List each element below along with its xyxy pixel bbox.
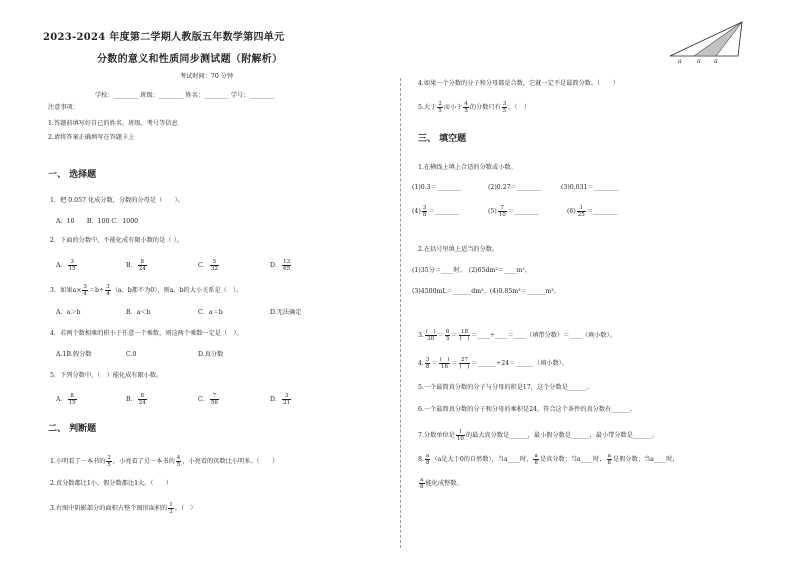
question-2-option-a: A． $\frac{3}{15}$ bbox=[56, 259, 76, 272]
fill-1-item: (6) $\frac{1}{25}$ ＝________ bbox=[567, 205, 618, 218]
question-1-options: A．10 B．100 C．1000 bbox=[56, 218, 139, 225]
question-4-option: D.真分数 bbox=[198, 351, 224, 358]
page-title: 2023-2024 年度第二学期人教版五年数学第四单元 bbox=[43, 32, 285, 43]
triangle-label: a bbox=[678, 58, 682, 65]
fill-2-row: (3)4500mL＝______dm³。(4)0.85m³＝______m³。 bbox=[412, 288, 560, 295]
judge-5: 5.大于 $\frac{2}{5}$ 而小于 $\frac{4}{5}$ 的分数只有 $\frac{3}{5}$ 。（ ） bbox=[418, 101, 530, 114]
section-heading: 三、 填空题 bbox=[418, 134, 467, 144]
question-3-option-c: C．a＝b bbox=[198, 309, 223, 316]
note-item: 2.请将答案正确填写在答题卡上 bbox=[48, 134, 135, 141]
question-3-option-d: D.无法确定 bbox=[270, 309, 302, 316]
page-subtitle: 分数的意义和性质同步测试题（附解析） bbox=[97, 54, 283, 65]
question-3: 3．如果a× $\frac{3}{4}$ ＝b÷ $\frac{3}{4}$ （a、b都不为0），则a、b的大小关系是（ ）。 bbox=[50, 284, 243, 297]
fill-5: 5.一个最简真分数的分子与分母的积是17，这个分数是______。 bbox=[418, 384, 593, 391]
judge-1: 1.小明看了一本书的 $\frac{2}{5}$ ，小亮看了另一本书的 $\frac{4}{5}$ ，小亮看的页数比小明多。（ ） bbox=[50, 455, 279, 468]
fill-1-item: (2)0.27＝________ bbox=[488, 184, 542, 191]
fill-1-item: (5) $\frac{7}{10}$ ＝________ bbox=[488, 205, 539, 218]
question-4-option: A.1B.假分数 bbox=[56, 351, 92, 358]
question-1: 1．把 0.057 化成分数，分数的分母是（ ）。 bbox=[50, 197, 184, 204]
question-2-option-c: C． $\frac{5}{32}$ bbox=[198, 259, 218, 272]
note-item: 1.答题前填写好自己的姓名、班级、考号等信息 bbox=[48, 120, 178, 127]
question-3-option-a: A．a＞b bbox=[56, 309, 81, 316]
question-5-option-a: A． $\frac{8}{15}$ bbox=[56, 393, 76, 406]
question-2-option-d: D． $\frac{13}{65}$ bbox=[270, 259, 291, 272]
fill-1-item: (3)0.031＝________ bbox=[561, 184, 619, 191]
judge-4: 4.如果一个分数的分子和分母都是合数，它就一定不是最简分数。（ ） bbox=[418, 80, 619, 87]
judge-2: 2.真分数都比1小，假分数都比1大。（ ） bbox=[50, 480, 173, 487]
question-5-option-c: C． $\frac{7}{56}$ bbox=[198, 393, 218, 406]
section-heading: 二、 判断题 bbox=[48, 424, 97, 434]
fill-4: 4. $\frac{3}{8}$ ＝ $\frac{( )}{16}$ ＝ $\frac{27}{( )}$ ＝______÷24＝______（填小数）。 bbox=[418, 357, 568, 370]
exam-time: 考试时间：70 分钟 bbox=[180, 73, 234, 80]
fill-3: 3. $\frac{( )}{30}$ ＝ $\frac{6}{5}$ ＝ $\frac{18}{( )}$ ＝____÷____＝____（填带分数）＝____（填小数）。 bbox=[418, 329, 616, 342]
fill-1-item: (4) $\frac{3}{8}$ ＝________ bbox=[412, 205, 460, 218]
triangle-label: a bbox=[714, 58, 718, 65]
fill-8: 8. $\frac{a}{8}$ （a是大于0的自然数），当a____时， $\frac{a}{8}$ 是真分数；当a____时， $\frac{a}{8}$ 是假分数；当a____时， bbox=[418, 453, 679, 466]
question-2: 2．下面的分数中，不能化成有限小数的是（ ）。 bbox=[50, 237, 183, 244]
fill-8-cont: $\frac{a}{8}$ 能化成整数。 bbox=[420, 477, 463, 490]
fill-1: 1.在横线上填上合适的分数或小数。 bbox=[418, 164, 517, 171]
question-4: 4．若两个数相乘的积小于任意一个乘数，则这两个乘数一定是（ ）。 bbox=[50, 330, 243, 337]
fill-2: 2.在括号里填上适当的分数。 bbox=[418, 246, 499, 253]
question-5-option-b: B． $\frac{8}{24}$ bbox=[126, 393, 146, 406]
fill-1-item: (1)0.3＝________ bbox=[412, 184, 462, 191]
notes-title: 注意事项： bbox=[48, 104, 79, 111]
question-3-option-b: B．a＜b bbox=[126, 309, 151, 316]
judge-3: 3.右图中阴影部分的面积占整个图形面积的 $\frac{1}{3}$ 。（ ） bbox=[50, 502, 197, 515]
triangle-label: a bbox=[697, 58, 701, 65]
question-2-option-b: B． $\frac{8}{24}$ bbox=[126, 259, 146, 272]
question-4-option: C.0 bbox=[126, 351, 137, 358]
fill-6: 6.一个最简真分数的分子和分母的乘积是24，符合这个条件的真分数有______。 bbox=[418, 406, 636, 413]
question-5: 5．下列分数中，（ ）能化成有限小数。 bbox=[50, 372, 163, 379]
fill-2-row: (1)35分＝____时。 (2)65dm²＝____m²。 bbox=[412, 267, 531, 274]
fill-7: 7.分数单位是 $\frac{1}{10}$ 的最大真分数是______，最小假分数是______，最小带分数是______。 bbox=[418, 429, 658, 442]
question-5-option-d: D． $\frac{3}{21}$ bbox=[270, 393, 291, 406]
student-info: 学校：________ 班级：________ 姓名：________ 学号：________ bbox=[95, 92, 275, 99]
column-divider bbox=[400, 78, 401, 548]
section-heading: 一、 选择题 bbox=[48, 170, 97, 180]
